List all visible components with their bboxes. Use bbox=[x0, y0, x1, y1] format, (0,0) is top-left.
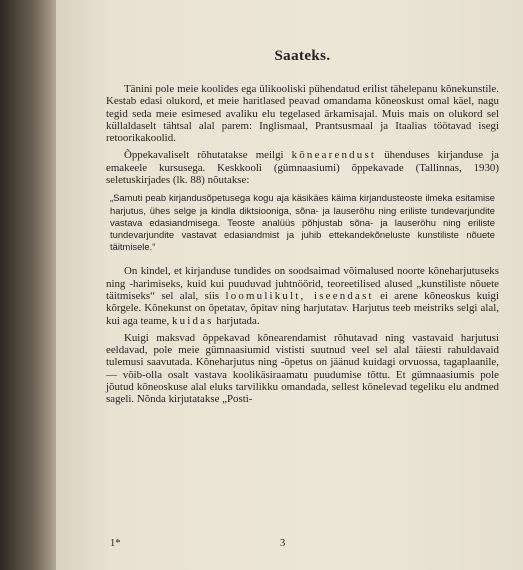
paragraph-3-e: harjutada. bbox=[216, 314, 260, 327]
block-quote: „Samuti peab kirjandusõpetusega kogu aja käsikäes käima kirjandusteoste ilmeka esitamise harjutus, ühes selge ja kindla diktsiooniga, sõna- ja lauseröhu ning eriliste tundevarjundite vastava edasiandmisega. Teoste analüüs põhjustab sõna- ja lauseröhu ning eriliste tundevarjundite vastavat edasiandmist ja juhib ettekandekõneluste kunstiliste nõuete täitmisele.“ bbox=[110, 192, 495, 253]
signature-mark: 1* bbox=[110, 538, 121, 549]
spaced-emphasis-konearendust: kõnearendust bbox=[291, 149, 377, 162]
book-binding bbox=[0, 0, 60, 570]
paragraph-2 bbox=[106, 149, 499, 186]
page-sheet bbox=[56, 0, 523, 570]
paragraph-3-a: On kindel, et kirjanduse tundides on soodsaimad võimalused noorte kõneharjutuseks ning -harimiseks, kuid kui puuduvad juhtnöörid, teoreetilised alused „kunstiliste nõuete täitmiseks“ sel alal, siis bbox=[106, 265, 499, 302]
paragraph-4: Kuigi maksvad õppekavad kõnearendamist rõhutavad ning vastavaid harjutusi eeldavad, pole meie gümnaasiumid vististi suutnud veel sel alal täiesti rahuldavaid tulemusi saavutada. Kõneharjutus ning -õpetus on jäänud kuidagi orvuossa, tagaplaanile, — võib-olla osalt vastava koolikäsiraamatu puudumise tõttu. Et gümnaasiumis pole jõutud kõneoskuse alal eluks tarvilikku omandada, sellest kõnelevad tegeliku elu andmed sageli. Nõnda kirjutatakse „Posti- bbox=[106, 331, 499, 406]
page-title: Saateks. bbox=[274, 48, 331, 64]
page-content bbox=[106, 48, 499, 411]
paragraph-3 bbox=[106, 265, 499, 326]
paragraph-1: Tänini pole meie koolides ega ülikooliski pühendatud erilist tähelepanu kõnekunstile. Kestab edasi olukord, et meie haritlased peavad omandama kõneoskust omal käel, nagu tegid seda meie esimesed avaliku elu tegelased ärkamisajal. Muis mais on olukord sel küllaldaselt tähtsal alal parem: Inglismaal, Prantsusmaal ja Itaalias töötavad isegi retoorikakoolid. bbox=[106, 83, 499, 145]
paragraph-2-c: ühenduses kirjanduse ja emakeele kursusega. Keskkooli (gümnaasiumi) õppekavade (Tallinnas, 1930) seletuskirjades (lk. 88) nõutakse: bbox=[106, 149, 499, 187]
paragraph-3-c: ei arene kõneoskus kuigi kõrgele. Kõnekunst on õpetatav, õpitav ning harjutatav. Harjutus teeb meistriks selgi alal, kui aga teame, bbox=[106, 289, 499, 327]
spaced-emphasis-kuidas: kuidas bbox=[171, 314, 214, 327]
paragraph-2-a: Õppekavaliselt rõhutatakse meilgi bbox=[124, 149, 284, 162]
spaced-emphasis-loomulikult: loomulikult, iseendast bbox=[225, 289, 374, 302]
page-number: 3 bbox=[280, 538, 286, 549]
